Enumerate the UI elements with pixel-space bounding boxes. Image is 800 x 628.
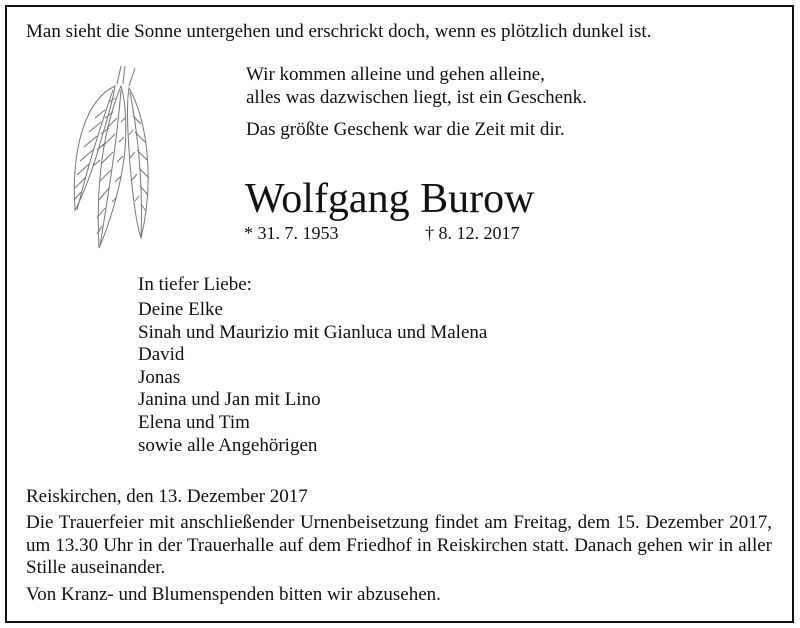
mourners-list	[138, 299, 487, 457]
funeral-notice: Die Trauerfeier mit anschließender Urnenbeisetzung findet am Freitag, dem 15. Dezember 2017, um 13.30 Uhr in der Trauerhalle auf dem Friedhof in Reiskirchen statt. Danach gehen wir in aller Stille auseinander.	[26, 512, 772, 578]
list-item: Deine Elke	[138, 299, 223, 320]
poem-line-2: alles was dazwischen liegt, ist ein Geschenk.	[246, 87, 587, 108]
list-item: Jonas	[138, 366, 181, 388]
poem	[246, 63, 587, 109]
closing-note: Von Kranz- und Blumenspenden bitten wir abzusehen.	[26, 584, 441, 605]
mourners-intro: In tiefer Liebe:	[138, 274, 252, 295]
poem-line-1: Wir kommen alleine und gehen alleine,	[246, 64, 545, 85]
list-item: sowie alle Angehörigen	[138, 434, 318, 456]
list-item: David	[138, 344, 185, 366]
place-date: Reiskirchen, den 13. Dezember 2017	[26, 486, 308, 507]
death-date: † 8. 12. 2017	[425, 223, 520, 243]
poem-line-3: Das größte Geschenk war die Zeit mit dir.	[246, 119, 565, 140]
birth-date: * 31. 7. 1953	[244, 223, 339, 243]
list-item: Elena und Tim	[138, 411, 250, 433]
motto-text: Man sieht die Sonne untergehen und erschrickt doch, wenn es plötzlich dunkel ist.	[26, 21, 652, 42]
feathers-icon	[55, 60, 165, 255]
list-item: Janina und Jan mit Lino	[138, 389, 321, 411]
deceased-name: Wolfgang Burow	[245, 176, 535, 222]
list-item: Sinah und Maurizio mit Gianluca und Malena	[138, 321, 488, 343]
